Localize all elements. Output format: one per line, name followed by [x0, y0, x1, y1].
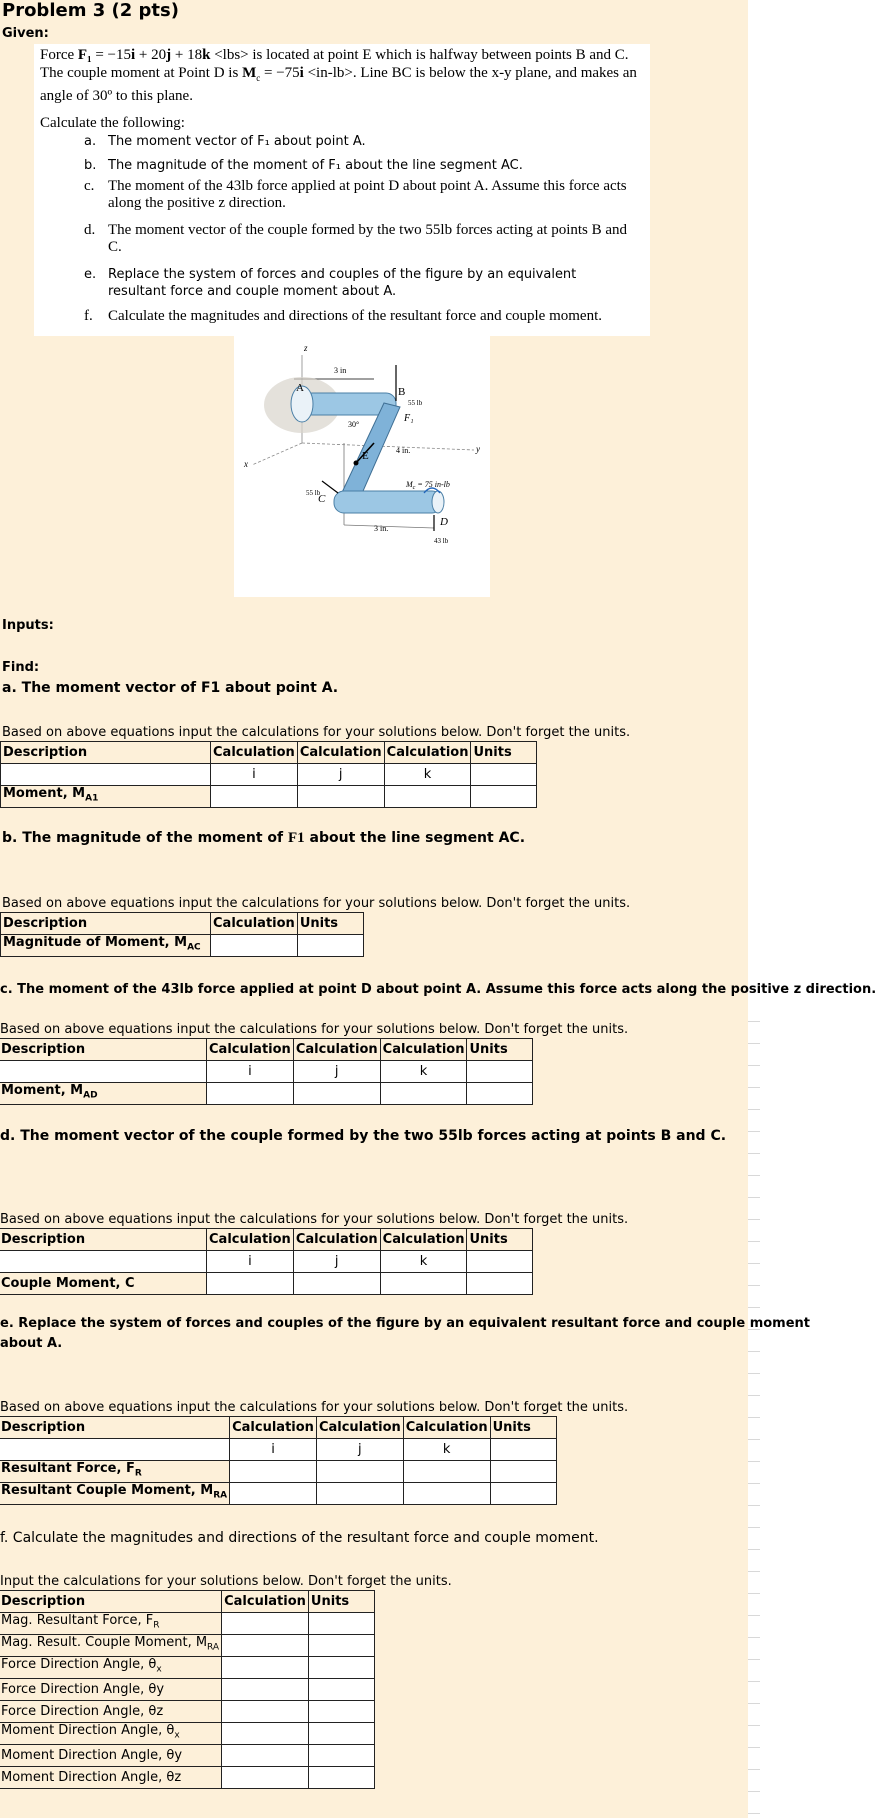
row-mag-resultant-force: Mag. Resultant Force, $F_R$ — [0, 1613, 222, 1635]
col-calculation: Calculation — [316, 1417, 403, 1439]
blank-cell — [490, 1439, 556, 1461]
col-description: Description — [1, 742, 211, 764]
part-f-table — [0, 1590, 375, 1789]
col-units: Units — [467, 1229, 533, 1251]
input-cell-j[interactable] — [316, 1461, 403, 1483]
label-c: C — [318, 493, 326, 505]
col-units: Units — [308, 1591, 374, 1613]
row-force-direction-y: Force Direction Angle, θy — [0, 1679, 222, 1701]
part-c-table — [0, 1038, 533, 1105]
calc-item-e: e. Replace the system of forces and couples of the figure by an equivalent resultant force and couple moment about A. — [84, 267, 577, 299]
col-j: j — [316, 1439, 403, 1461]
part-b-heading: b. The magnitude of the moment of F1 about the line segment AC. — [2, 830, 526, 846]
input-cell-calculation[interactable] — [222, 1767, 309, 1789]
col-calculation: Calculation — [211, 913, 298, 935]
row-moment-a1: Moment, $M_{A1}$ — [1, 786, 211, 808]
input-cell-i[interactable] — [207, 1083, 294, 1105]
input-cell-k[interactable] — [380, 1083, 467, 1105]
input-cell-calculation[interactable] — [222, 1635, 309, 1657]
input-cell-calculation[interactable] — [222, 1613, 309, 1635]
part-d-note: Based on above equations input the calculations for your solutions below. Don't forget the units. — [0, 1212, 629, 1227]
calc-item-a: a. The moment vector of F₁ about point A. — [84, 134, 366, 149]
input-cell-units[interactable] — [308, 1723, 374, 1745]
label-b: B — [398, 386, 406, 398]
blank-cell — [467, 1061, 533, 1083]
input-cell-calculation[interactable] — [222, 1745, 309, 1767]
input-cell-j[interactable] — [297, 786, 384, 808]
y-axis — [302, 443, 474, 450]
col-calculation: Calculation — [380, 1039, 467, 1061]
input-cell-calculation[interactable] — [222, 1657, 309, 1679]
col-j: j — [293, 1251, 380, 1273]
shaft-cd-end — [432, 491, 444, 513]
find-label: Find: — [2, 660, 40, 675]
blank-cell — [0, 1061, 207, 1083]
blank-cell — [0, 1251, 207, 1273]
input-cell-j[interactable] — [293, 1083, 380, 1105]
y-axis-label: y — [476, 444, 480, 454]
col-calculation: Calculation — [211, 742, 298, 764]
inputs-label: Inputs: — [2, 618, 54, 633]
part-e-note: Based on above equations input the calculations for your solutions below. Don't forget the units. — [0, 1400, 629, 1415]
row-couple-moment: Couple Moment, C — [0, 1273, 207, 1295]
bracket-line-2 — [344, 525, 434, 528]
dim-4-label: 4 in. — [396, 446, 411, 455]
col-description: Description — [0, 1039, 207, 1061]
input-cell-units[interactable] — [297, 935, 363, 957]
blank-cell — [467, 1251, 533, 1273]
calc-item-c: c. The moment of the 43lb force applied at point D about point A. Assume this force acts along the positive z direction. — [84, 178, 627, 211]
row-force-direction-x: Force Direction Angle, $\theta_x$ — [0, 1657, 222, 1679]
col-i: i — [207, 1061, 294, 1083]
calc-item-f: f. Calculate the magnitudes and directions of the resultant force and couple moment. — [84, 308, 603, 324]
col-calculation: Calculation — [230, 1417, 317, 1439]
row-force-direction-z: Force Direction Angle, θz — [0, 1701, 222, 1723]
input-cell-units[interactable] — [490, 1483, 556, 1505]
col-i: i — [230, 1439, 317, 1461]
input-cell-j[interactable] — [293, 1273, 380, 1295]
given-text-box — [34, 44, 650, 336]
col-calculation: Calculation — [222, 1591, 309, 1613]
row-moment-direction-z: Moment Direction Angle, θz — [0, 1767, 222, 1789]
col-description: Description — [1, 913, 211, 935]
part-a-heading: a. The moment vector of F1 about point A. — [2, 680, 339, 696]
force-c-label: 55 lb — [306, 489, 321, 497]
input-cell-i[interactable] — [230, 1483, 317, 1505]
angle-label: 30° — [348, 420, 360, 429]
col-calculation: Calculation — [380, 1229, 467, 1251]
col-units: Units — [297, 913, 363, 935]
part-d-heading: d. The moment vector of the couple formed by the two 55lb forces acting at points B and C. — [0, 1128, 727, 1144]
col-units: Units — [471, 742, 537, 764]
part-c-heading: c. The moment of the 43lb force applied at point D about point A. Assume this force acts along the positive z direction. — [0, 982, 876, 997]
row-moment-direction-x: Moment Direction Angle, $\theta_x$ — [0, 1723, 222, 1745]
col-description: Description — [0, 1417, 230, 1439]
input-cell-k[interactable] — [403, 1461, 490, 1483]
label-d: D — [440, 516, 448, 528]
x-axis — [252, 443, 302, 465]
col-units: Units — [467, 1039, 533, 1061]
label-a: A — [296, 382, 304, 394]
col-i: i — [211, 764, 298, 786]
col-k: k — [384, 764, 471, 786]
input-cell-calculation[interactable] — [222, 1701, 309, 1723]
part-e-heading-line1: e. Replace the system of forces and couples of the figure by an equivalent resultant force and couple moment — [0, 1316, 810, 1331]
blank-cell — [471, 764, 537, 786]
given-label: Given: — [2, 26, 49, 41]
input-cell-k[interactable] — [380, 1273, 467, 1295]
col-calculation: Calculation — [297, 742, 384, 764]
col-calculation: Calculation — [207, 1229, 294, 1251]
z-axis-label: z — [304, 343, 308, 353]
blank-cell — [0, 1439, 230, 1461]
calc-item-b: b. The magnitude of the moment of F₁ about the line segment AC. — [84, 158, 523, 173]
input-cell-calculation[interactable] — [211, 935, 298, 957]
mechanics-figure — [234, 335, 490, 597]
col-calculation: Calculation — [293, 1039, 380, 1061]
calc-intro: Calculate the following: — [40, 115, 185, 131]
row-magnitude-ac: Magnitude of Moment, $M_{AC}$ — [1, 935, 211, 957]
part-d-table — [0, 1228, 533, 1295]
problem-title: Problem 3 (2 pts) — [2, 0, 179, 21]
input-cell-units[interactable] — [308, 1657, 374, 1679]
input-cell-units[interactable] — [308, 1679, 374, 1701]
col-units: Units — [490, 1417, 556, 1439]
input-cell-units[interactable] — [467, 1273, 533, 1295]
shaft-cd — [334, 491, 442, 513]
calc-item-d: d. The moment vector of the couple formed by the two 55lb forces acting at points B and C. — [84, 222, 628, 255]
part-e-table — [0, 1416, 557, 1505]
col-description: Description — [0, 1591, 222, 1613]
dim-top-label: 3 in — [334, 366, 347, 375]
col-j: j — [297, 764, 384, 786]
row-mag-resultant-couple-moment: Mag. Result. Couple Moment, $M_{RA}$ — [0, 1635, 222, 1657]
input-cell-calculation[interactable] — [222, 1679, 309, 1701]
part-e-heading-line2: about A. — [0, 1336, 63, 1351]
dim-bottom-label: 3 in. — [374, 524, 389, 533]
col-i: i — [207, 1251, 294, 1273]
col-calculation: Calculation — [384, 742, 471, 764]
col-k: k — [380, 1061, 467, 1083]
blank-cell — [1, 764, 211, 786]
input-cell-i[interactable] — [211, 786, 298, 808]
input-cell-units[interactable] — [308, 1635, 374, 1657]
input-cell-units[interactable] — [471, 786, 537, 808]
col-calculation: Calculation — [207, 1039, 294, 1061]
row-moment-direction-y: Moment Direction Angle, θy — [0, 1745, 222, 1767]
input-cell-i[interactable] — [207, 1273, 294, 1295]
input-cell-calculation[interactable] — [222, 1723, 309, 1745]
input-cell-units[interactable] — [308, 1767, 374, 1789]
part-f-heading: f. Calculate the magnitudes and directions of the resultant force and couple moment. — [0, 1530, 599, 1546]
force-c-arrow — [322, 481, 338, 493]
moment-label: $M_c = 75$ in-lb — [406, 480, 450, 491]
row-resultant-couple-moment: Resultant Couple Moment, $M_{RA}$ — [0, 1483, 230, 1505]
input-cell-units[interactable] — [308, 1745, 374, 1767]
col-j: j — [293, 1061, 380, 1083]
label-e: E — [362, 450, 369, 462]
col-k: k — [380, 1251, 467, 1273]
col-description: Description — [0, 1229, 207, 1251]
input-cell-j[interactable] — [316, 1483, 403, 1505]
input-cell-i[interactable] — [230, 1461, 317, 1483]
label-f1: F₁ — [404, 413, 414, 424]
input-cell-units[interactable] — [308, 1701, 374, 1723]
point-e-dot — [354, 461, 359, 466]
col-calculation: Calculation — [293, 1229, 380, 1251]
part-b-note: Based on above equations input the calculations for your solutions below. Don't forget the units. — [2, 896, 631, 911]
part-a-note: Based on above equations input the calculations for your solutions below. Don't forget the units. — [2, 725, 631, 740]
given-paragraph: Force F₁ = −15i + 20j + 18k <lbs> is located at point E which is halfway between points B and C. The couple moment at Point D is $M_c = -75i <in-lb>$. Line BC is below the x-y plane, and makes an angle of 30º to this plane. — [40, 47, 637, 104]
x-axis-label: x — [244, 459, 248, 469]
force-d-label: 43 lb — [434, 537, 449, 545]
input-cell-units[interactable] — [467, 1083, 533, 1105]
row-resultant-force: Resultant Force, $F_R$ — [0, 1461, 230, 1483]
col-k: k — [403, 1439, 490, 1461]
part-c-note: Based on above equations input the calculations for your solutions below. Don't forget the units. — [0, 1022, 629, 1037]
input-cell-k[interactable] — [403, 1483, 490, 1505]
part-b-table — [0, 912, 364, 957]
input-cell-k[interactable] — [384, 786, 471, 808]
input-cell-units[interactable] — [308, 1613, 374, 1635]
row-moment-ad: Moment, $M_{AD}$ — [0, 1083, 207, 1105]
part-f-note: Input the calculations for your solutions below. Don't forget the units. — [0, 1574, 452, 1589]
empty-grid-cells — [748, 1000, 760, 1818]
force-b-label: 55 lb — [408, 399, 423, 407]
input-cell-units[interactable] — [490, 1461, 556, 1483]
col-calculation: Calculation — [403, 1417, 490, 1439]
part-a-table — [0, 741, 537, 808]
